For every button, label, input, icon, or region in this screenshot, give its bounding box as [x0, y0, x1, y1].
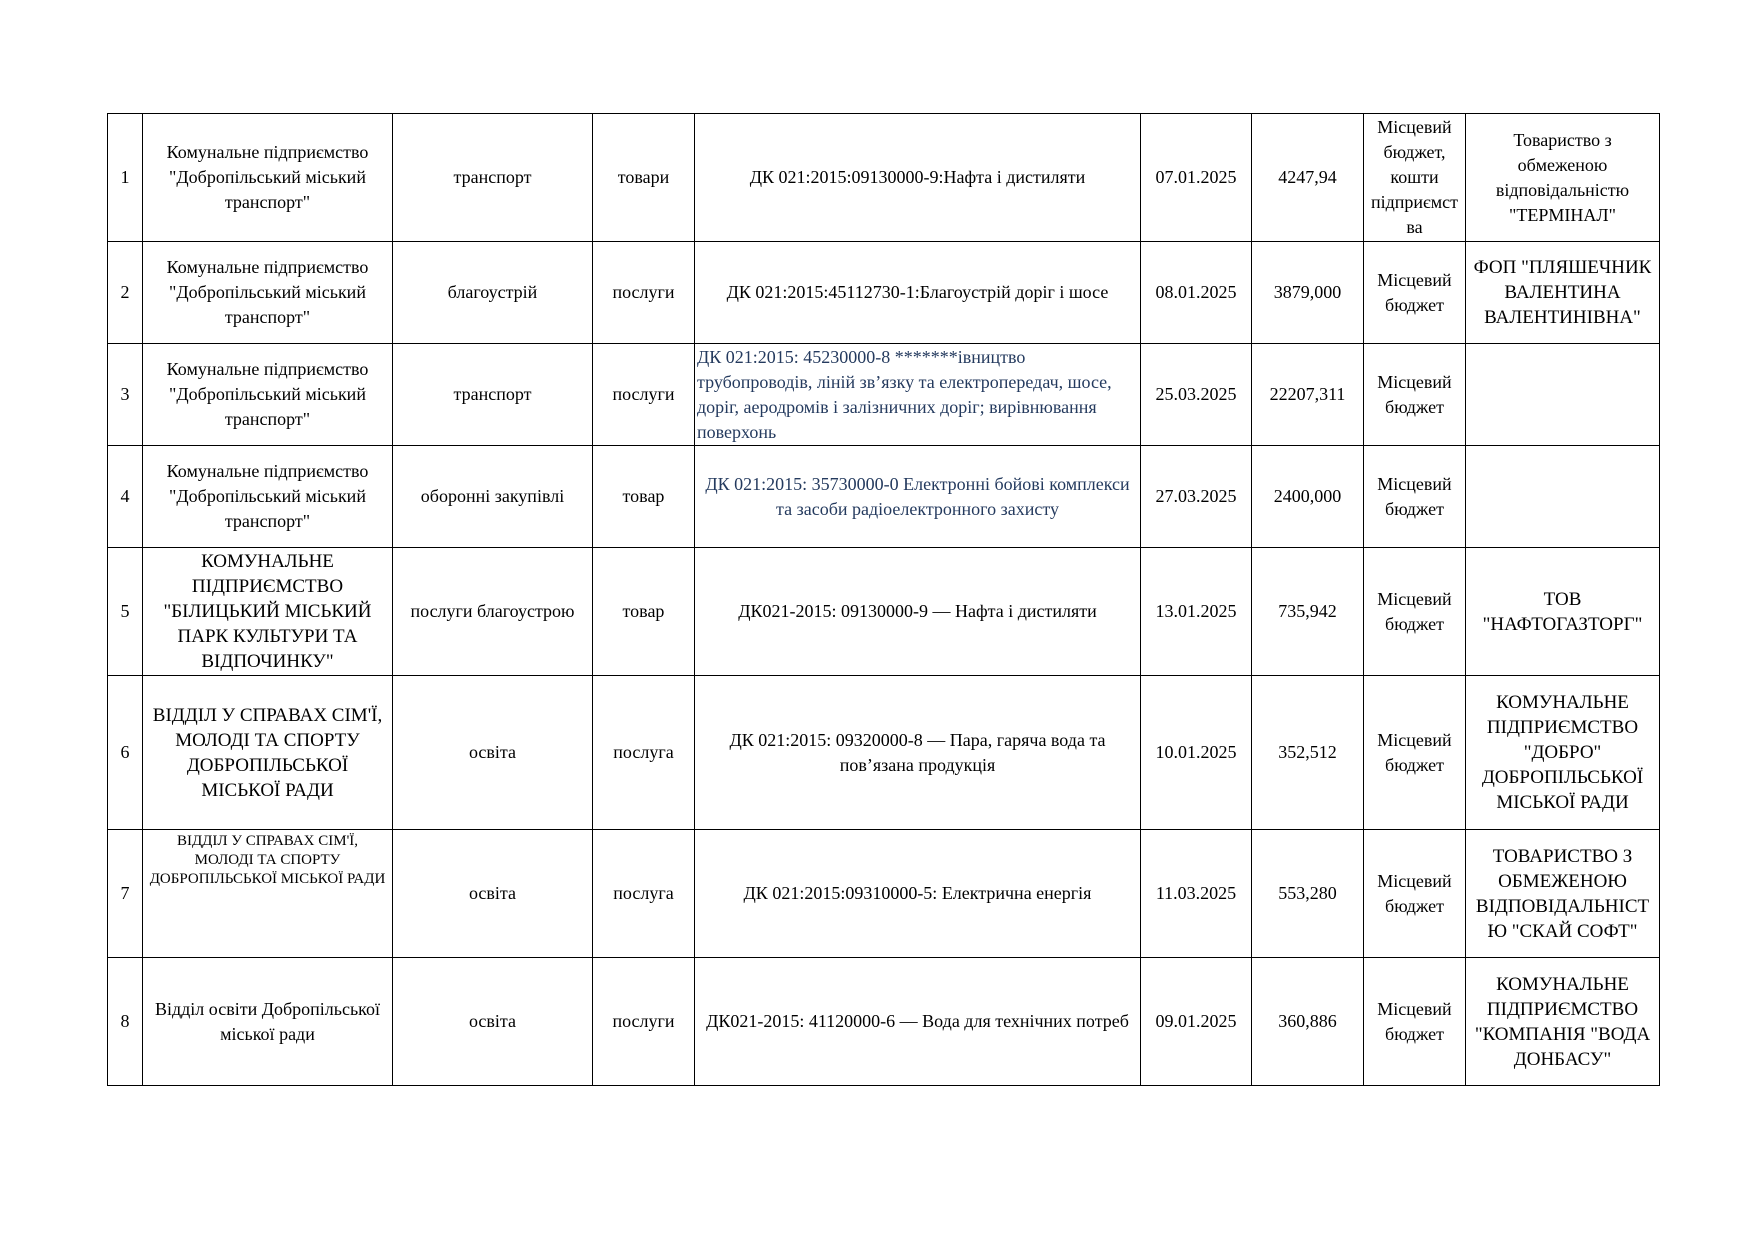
- row-number: 2: [108, 242, 143, 344]
- sector-cell: освіта: [393, 676, 593, 830]
- kind-cell: послуга: [593, 830, 695, 958]
- date-cell: 08.01.2025: [1141, 242, 1252, 344]
- funding-source-cell: Місцевий бюджет: [1364, 958, 1466, 1086]
- kind-cell: товар: [593, 548, 695, 676]
- amount-cell: 3879,000: [1252, 242, 1364, 344]
- date-cell: 10.01.2025: [1141, 676, 1252, 830]
- table-row: [108, 446, 1660, 548]
- supplier-cell: [1466, 344, 1660, 446]
- cpv-cell: ДК 021:2015: 35730000-0 Електронні бойові комплекси та засоби радіоелектронного захисту: [695, 446, 1141, 548]
- date-cell: 07.01.2025: [1141, 114, 1252, 242]
- amount-cell: 22207,311: [1252, 344, 1364, 446]
- cpv-cell: ДК 021:2015: 45230000-8 *******івництво трубопроводів, ліній зв’язку та електропередач, шосе, доріг, аеродромів і залізничних доріг; вирівнювання поверхонь: [695, 344, 1141, 446]
- sector-cell: освіта: [393, 958, 593, 1086]
- table-row: [108, 958, 1660, 1086]
- sector-cell: транспорт: [393, 344, 593, 446]
- sector-cell: благоустрій: [393, 242, 593, 344]
- cpv-cell: ДК 021:2015: 09320000-8 — Пара, гаряча вода та пов’язана продукція: [695, 676, 1141, 830]
- sector-cell: транспорт: [393, 114, 593, 242]
- funding-source-cell: Місцевий бюджет: [1364, 344, 1466, 446]
- customer-cell: Комунальне підприємство "Добропільський міський транспорт": [143, 242, 393, 344]
- kind-cell: товари: [593, 114, 695, 242]
- date-cell: 11.03.2025: [1141, 830, 1252, 958]
- table-row: [108, 114, 1660, 242]
- sector-cell: послуги благоустрою: [393, 548, 593, 676]
- customer-cell: КОМУНАЛЬНЕ ПІДПРИЄМСТВО "БІЛИЦЬКИЙ МІСЬКИЙ ПАРК КУЛЬТУРИ ТА ВІДПОЧИНКУ": [143, 548, 393, 676]
- customer-cell: Комунальне підприємство "Добропільський міський транспорт": [143, 344, 393, 446]
- row-number: 5: [108, 548, 143, 676]
- table-row: [108, 344, 1660, 446]
- amount-cell: 2400,000: [1252, 446, 1364, 548]
- table-row: [108, 676, 1660, 830]
- procurement-table: [107, 113, 1660, 1086]
- row-number: 8: [108, 958, 143, 1086]
- cpv-cell: ДК 021:2015:09130000-9:Нафта і дистиляти: [695, 114, 1141, 242]
- supplier-cell: Товариство з обмеженою відповідальністю "ТЕРМІНАЛ": [1466, 114, 1660, 242]
- date-cell: 09.01.2025: [1141, 958, 1252, 1086]
- cpv-cell: ДК021-2015: 41120000-6 — Вода для технічних потреб: [695, 958, 1141, 1086]
- customer-cell: Відділ освіти Добропільської міської ради: [143, 958, 393, 1086]
- table-row: [108, 242, 1660, 344]
- date-cell: 27.03.2025: [1141, 446, 1252, 548]
- table-row: [108, 830, 1660, 958]
- kind-cell: послуги: [593, 958, 695, 1086]
- row-number: 1: [108, 114, 143, 242]
- supplier-cell: ФОП "ПЛЯШЕЧНИК ВАЛЕНТИНА ВАЛЕНТИНІВНА": [1466, 242, 1660, 344]
- customer-cell: Комунальне підприємство "Добропільський міський транспорт": [143, 446, 393, 548]
- customer-cell: Комунальне підприємство "Добропільський міський транспорт": [143, 114, 393, 242]
- funding-source-cell: Місцевий бюджет: [1364, 446, 1466, 548]
- supplier-cell: ТОВ "НАФТОГАЗТОРГ": [1466, 548, 1660, 676]
- funding-source-cell: Місцевий бюджет: [1364, 676, 1466, 830]
- supplier-cell: [1466, 446, 1660, 548]
- amount-cell: 4247,94: [1252, 114, 1364, 242]
- supplier-cell: ТОВАРИСТВО З ОБМЕЖЕНОЮ ВІДПОВІДАЛЬНІСТЮ "СКАЙ СОФТ": [1466, 830, 1660, 958]
- cpv-cell: ДК021-2015: 09130000-9 — Нафта і дистиляти: [695, 548, 1141, 676]
- kind-cell: послуги: [593, 242, 695, 344]
- sector-cell: оборонні закупівлі: [393, 446, 593, 548]
- cpv-cell: ДК 021:2015:09310000-5: Електрична енергія: [695, 830, 1141, 958]
- cpv-cell: ДК 021:2015:45112730-1:Благоустрій доріг і шосе: [695, 242, 1141, 344]
- funding-source-cell: Місцевий бюджет: [1364, 242, 1466, 344]
- funding-source-cell: Місцевий бюджет, кошти підприємства: [1364, 114, 1466, 242]
- customer-cell: ВІДДІЛ У СПРАВАХ СІМ'Ї, МОЛОДІ ТА СПОРТУ ДОБРОПІЛЬСЬКОЇ МІСЬКОЇ РАДИ: [143, 676, 393, 830]
- amount-cell: 352,512: [1252, 676, 1364, 830]
- kind-cell: товар: [593, 446, 695, 548]
- kind-cell: послуга: [593, 676, 695, 830]
- supplier-cell: КОМУНАЛЬНЕ ПІДПРИЄМСТВО "ДОБРО" ДОБРОПІЛЬСЬКОЇ МІСЬКОЇ РАДИ: [1466, 676, 1660, 830]
- customer-cell: ВІДДІЛ У СПРАВАХ СІМ'Ї, МОЛОДІ ТА СПОРТУ ДОБРОПІЛЬСЬКОЇ МІСЬКОЇ РАДИ: [143, 830, 393, 958]
- row-number: 6: [108, 676, 143, 830]
- amount-cell: 360,886: [1252, 958, 1364, 1086]
- table-row: [108, 548, 1660, 676]
- date-cell: 25.03.2025: [1141, 344, 1252, 446]
- supplier-cell: КОМУНАЛЬНЕ ПІДПРИЄМСТВО "КОМПАНІЯ "ВОДА ДОНБАСУ": [1466, 958, 1660, 1086]
- row-number: 3: [108, 344, 143, 446]
- funding-source-cell: Місцевий бюджет: [1364, 548, 1466, 676]
- amount-cell: 553,280: [1252, 830, 1364, 958]
- sector-cell: освіта: [393, 830, 593, 958]
- procurement-sheet: [107, 113, 1660, 1086]
- row-number: 7: [108, 830, 143, 958]
- funding-source-cell: Місцевий бюджет: [1364, 830, 1466, 958]
- kind-cell: послуги: [593, 344, 695, 446]
- amount-cell: 735,942: [1252, 548, 1364, 676]
- row-number: 4: [108, 446, 143, 548]
- date-cell: 13.01.2025: [1141, 548, 1252, 676]
